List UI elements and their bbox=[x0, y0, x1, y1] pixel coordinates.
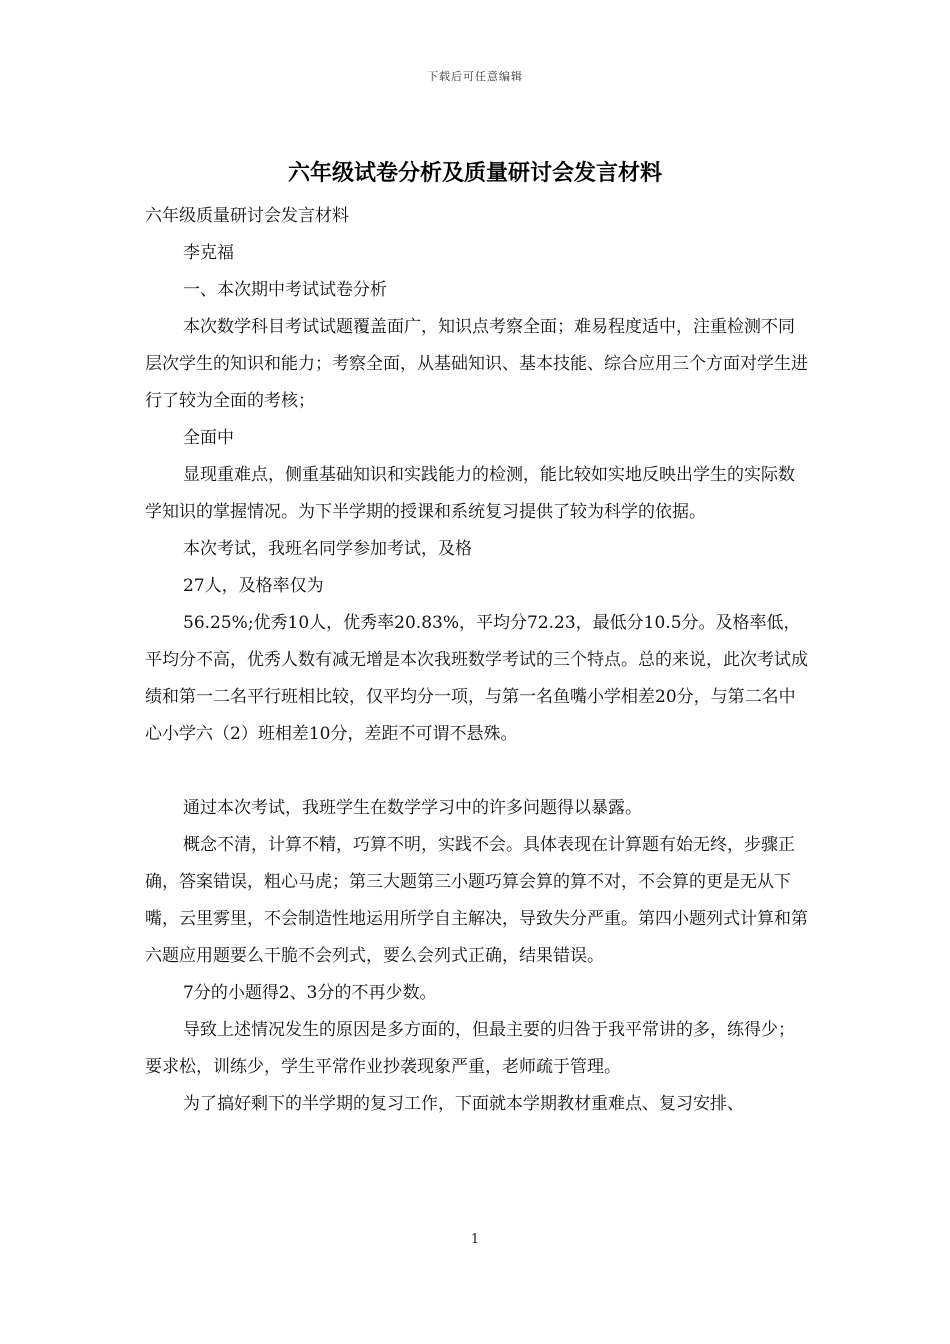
page-header-note: 下载后可任意编辑 bbox=[427, 70, 523, 83]
body-paragraph: 全面中 bbox=[183, 428, 234, 448]
author-name: 李克福 bbox=[183, 243, 234, 263]
body-paragraph: 本次数学科目考试试题覆盖面广，知识点考察全面；难易程度适中，注重检测不同层次学生的知识和能力；考察全面，从基础知识、基本技能、综合应用三个方面对学生进行了较为全面的考核； bbox=[145, 317, 808, 411]
section-heading: 一、本次期中考试试卷分析 bbox=[183, 280, 387, 300]
subtitle-paragraph: 六年级质量研讨会发言材料 bbox=[145, 206, 349, 226]
body-paragraph: 显现重难点，侧重基础知识和实践能力的检测，能比较如实地反映出学生的实际数学知识的掌握情况。为下半学期的授课和系统复习提供了较为科学的依据。 bbox=[145, 465, 795, 522]
body-paragraph: 为了搞好剩下的半学期的复习工作，下面就本学期教材重难点、复习安排、 bbox=[183, 1094, 744, 1114]
body-paragraph: 概念不清，计算不精，巧算不明，实践不会。具体表现在计算题有始无终，步骤正确，答案错误，粗心马虎；第三大题第三小题巧算会算的算不对，不会算的更是无从下嘴，云里雾里，不会制造性地运用所学自主解决，导致失分严重。第四小题列式计算和第六题应用题要么干脆不会列式，要么会列式正确，结果错误。 bbox=[145, 835, 808, 966]
body-paragraph: 通过本次考试，我班学生在数学学习中的许多问题得以暴露。 bbox=[183, 798, 642, 818]
body-paragraph: 27人，及格率仅为 bbox=[183, 576, 324, 596]
paragraph-spacer bbox=[145, 753, 810, 790]
body-paragraph: 7分的小题得2、3分的不再少数。 bbox=[183, 983, 437, 1003]
page-number: 1 bbox=[470, 1232, 480, 1247]
body-paragraph: 本次考试，我班名同学参加考试，及格 bbox=[183, 539, 472, 559]
body-paragraph: 56.25%;优秀10人，优秀率20.83%，平均分72.23，最低分10.5分。及格率低，平均分不高，优秀人数有减无增是本次我班数学考试的三个特点。总的来说，此次考试成绩和第一二名平行班相比较，仅平均分一项，与第一名鱼嘴小学相差20分，与第二名中心小学六（2）班相差10分，差距不可谓不悬殊。 bbox=[145, 613, 808, 744]
body-paragraph: 导致上述情况发生的原因是多方面的，但最主要的归咎于我平常讲的多，练得少；要求松，训练少，学生平常作业抄袭现象严重，老师疏于管理。 bbox=[145, 1020, 795, 1077]
document-body bbox=[145, 198, 810, 1123]
document-title: 六年级试卷分析及质量研讨会发言材料 bbox=[287, 160, 662, 186]
